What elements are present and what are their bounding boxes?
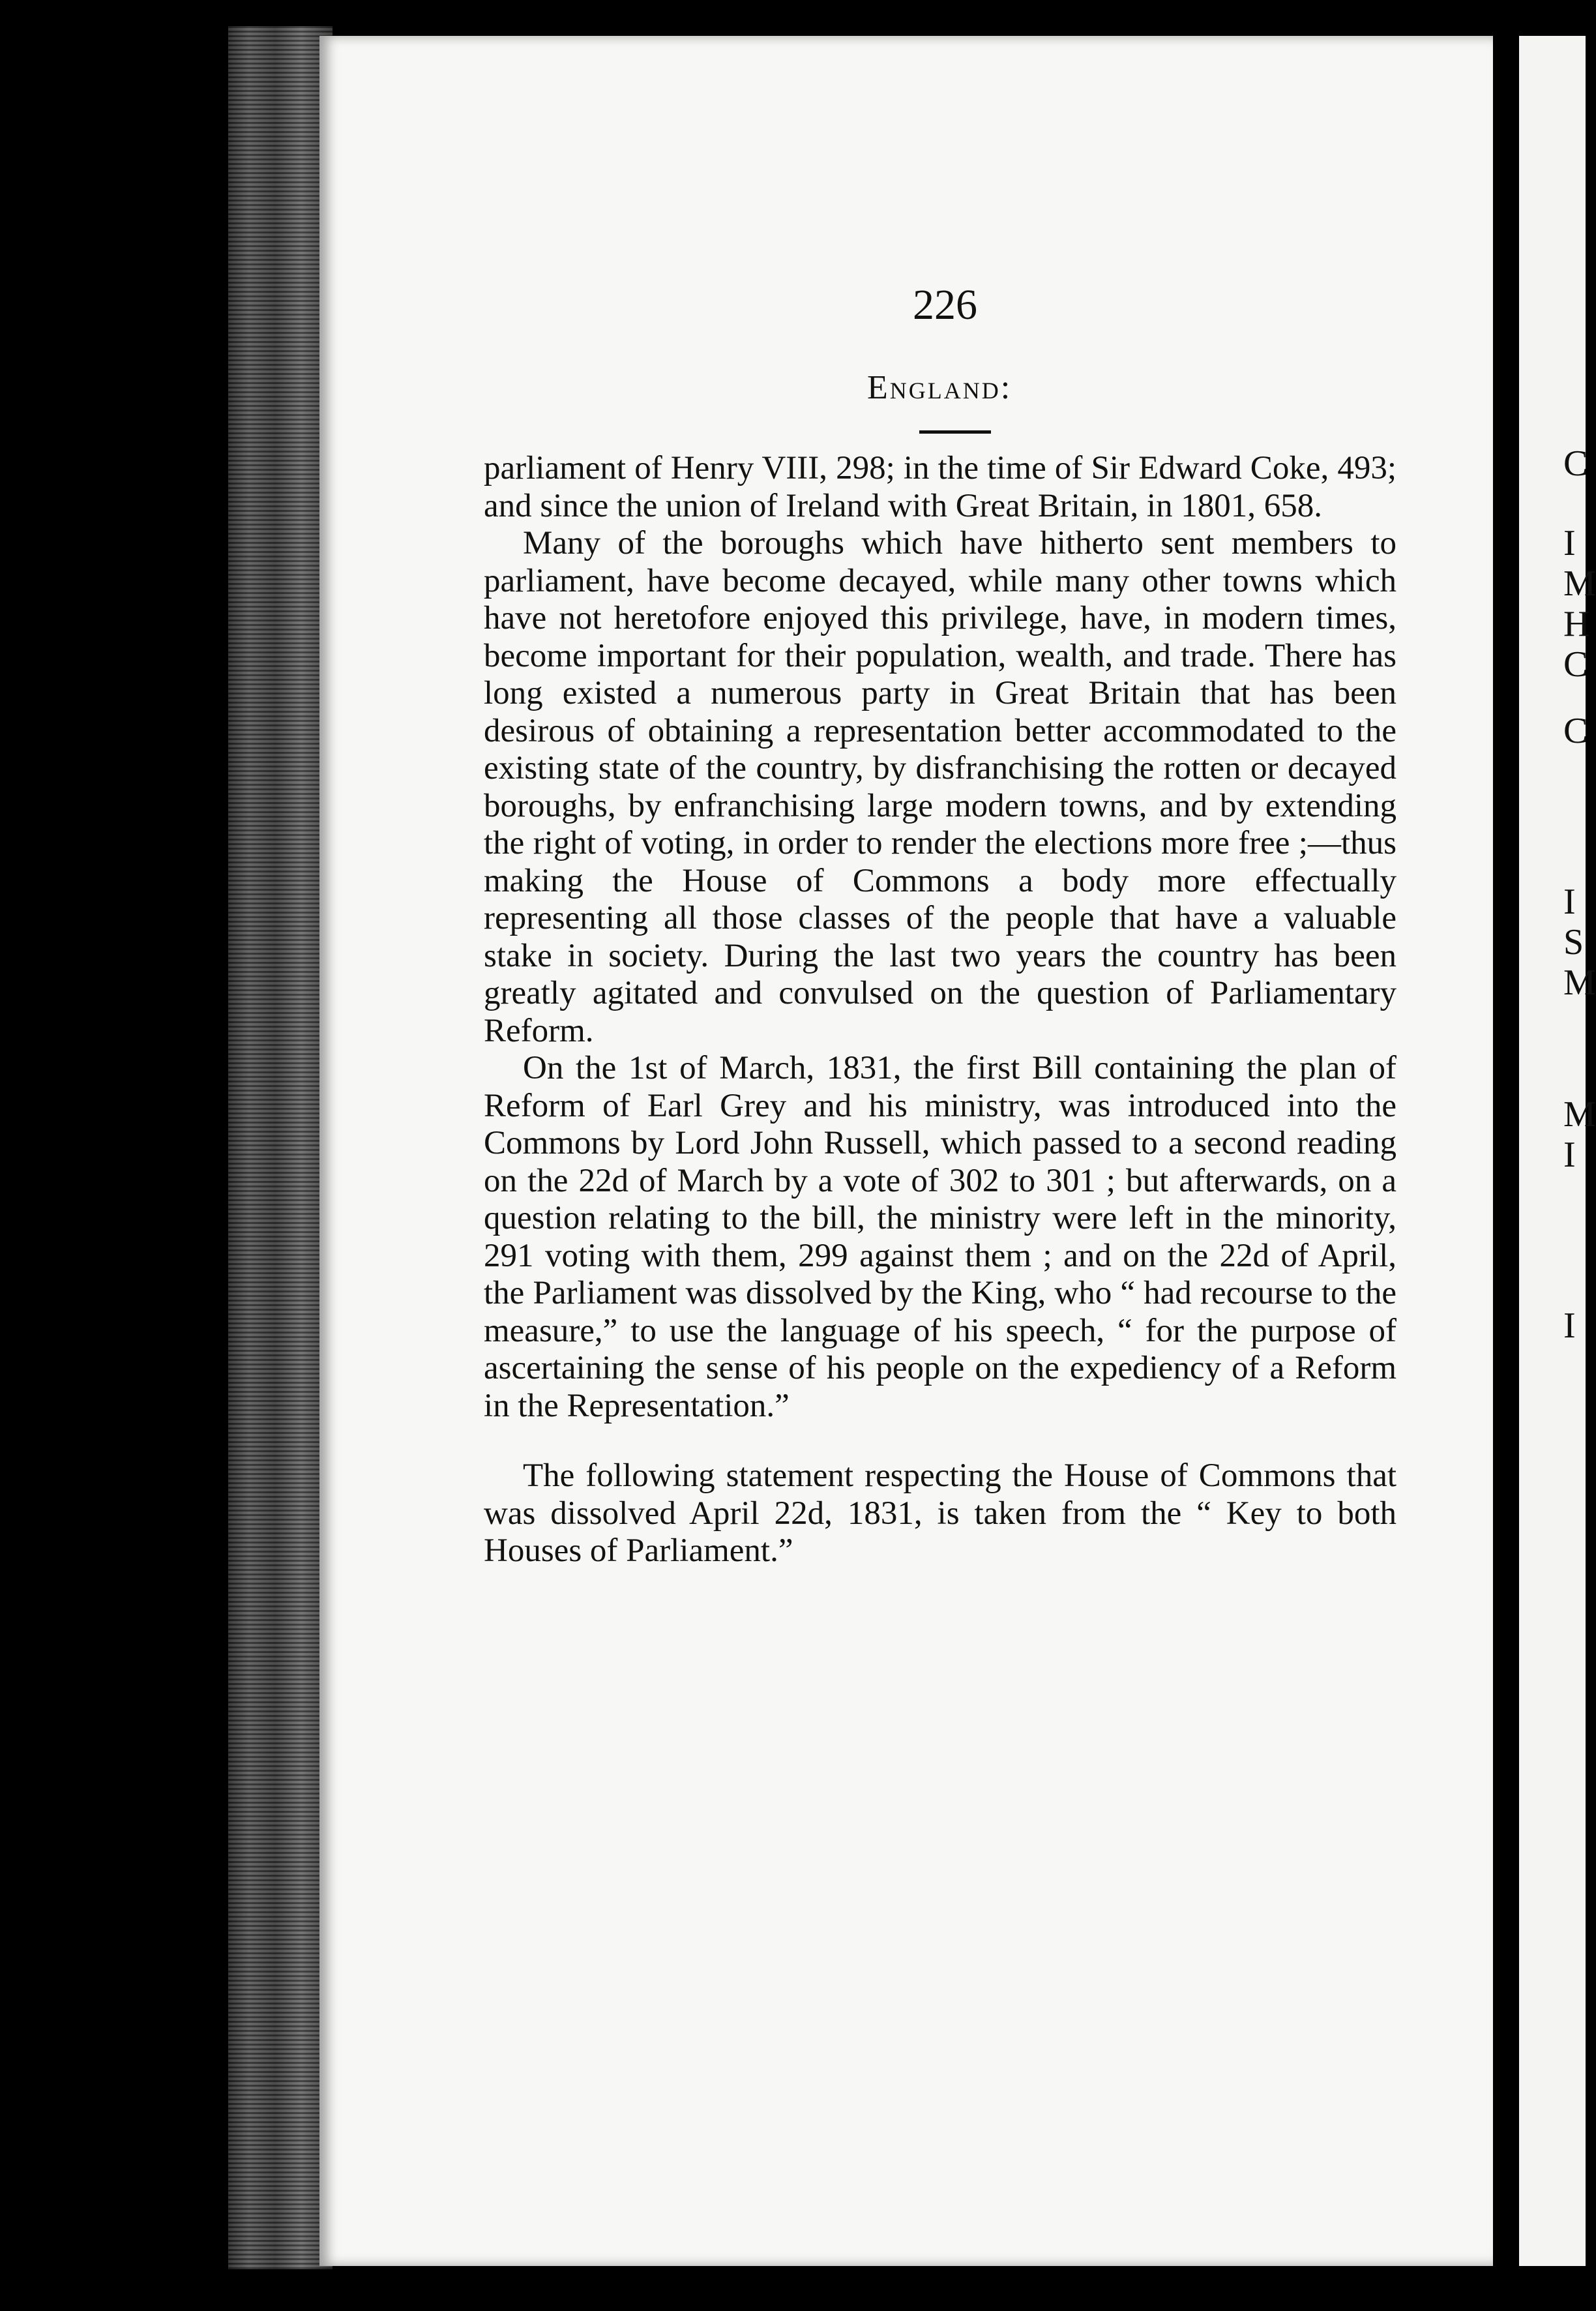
facing-letter: S [1563, 922, 1584, 962]
facing-letter: I [1563, 523, 1576, 563]
paragraph: The following statement respecting the House of Commons that was dissolved April 22d, 1831, is taken from the “ Key to both Houses of Parliament.” [484, 1457, 1396, 1569]
facing-letter: C [1563, 711, 1588, 751]
facing-letter: I [1563, 1135, 1576, 1175]
facing-letter: M [1563, 563, 1596, 604]
paragraph: On the 1st of March, 1831, the first Bill containing the plan of Reform of Earl Grey and his ministry, was introduced into the Commons by Lord John Russell, which passed to a second reading on the 22d of March by a vote of 302 to 301 ; but afterwards, on a question relating to the bill, the ministry were left in the minority, 291 voting with them, 299 against them ; and on the 22d of April, the Parliament was dissolved by the King, who “ had recourse to the measure,” to use the language of his speech, “ for the purpose of ascertaining the sense of his people on the expediency of a Reform in the Representation.” [484, 1050, 1396, 1424]
facing-letter: I [1563, 882, 1576, 922]
facing-page-letters [1563, 443, 1596, 1346]
paragraph: Many of the boroughs which have hitherto sent members to parliament, have become decayed, while many other towns which have not heretofore enjoyed this privilege, have, in modern times, become important for their population, wealth, and trade. There has long existed a numerous party in Great Britain that has been desirous of obtaining a representation better accommodated to the existing state of the country, by disfranchising the rotten or decayed boroughs, by enfranchising large modern towns, and by extending the right of voting, in order to render the elections more free ;—thus making the House of Commons a body more effectually representing all those classes of the people that have a valuable stake in society. During the last two years the country has been greatly agitated and convulsed on the question of Parliamentary Reform. [484, 525, 1396, 1049]
facing-letter: I [1563, 1305, 1576, 1346]
head-rule [919, 430, 991, 434]
facing-letter: H [1563, 604, 1590, 644]
facing-letter: M [1563, 962, 1596, 1003]
facing-letter: C [1563, 644, 1588, 685]
page-edges [228, 26, 332, 2269]
running-head: England: [867, 369, 1012, 406]
facing-letter: M [1563, 1094, 1596, 1135]
paragraph: parliament of Henry VIII, 298; in the time of Sir Edward Coke, 493; and since the union of Ireland with Great Britain, in 1801, 658. [484, 450, 1396, 524]
body-text [484, 450, 1396, 1570]
page-number: 226 [913, 281, 977, 329]
facing-letter: C [1563, 443, 1588, 484]
